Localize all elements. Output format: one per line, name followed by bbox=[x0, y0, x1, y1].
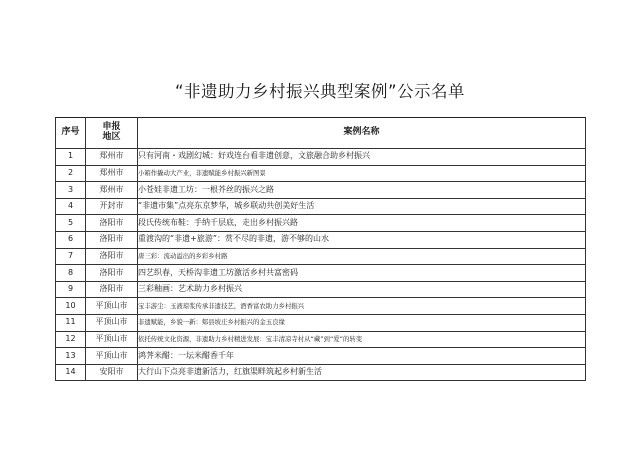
row-serial-number: 13 bbox=[56, 348, 86, 365]
table-row bbox=[56, 149, 586, 166]
row-serial-number: 3 bbox=[56, 182, 86, 199]
row-region: 开封市 bbox=[86, 198, 138, 215]
row-case-name: 三彩釉画：艺术助力乡村振兴 bbox=[138, 281, 586, 298]
row-region: 洛阳市 bbox=[86, 215, 138, 232]
header-region bbox=[86, 118, 138, 149]
row-case-name: 依托传统文化资源，非遗助力乡村精进发展：宝丰清凉寺村从“藏”到“爱”的转变 bbox=[138, 331, 586, 348]
table-header-row bbox=[56, 118, 586, 149]
row-serial-number: 5 bbox=[56, 215, 86, 232]
row-serial-number: 10 bbox=[56, 298, 86, 315]
table-row bbox=[56, 231, 586, 248]
row-serial-number: 12 bbox=[56, 331, 86, 348]
row-region: 平顶山市 bbox=[86, 298, 138, 315]
header-region-line1: 申报 bbox=[102, 122, 121, 133]
row-serial-number: 9 bbox=[56, 281, 86, 298]
row-region: 洛阳市 bbox=[86, 281, 138, 298]
row-case-name: 大行山下点亮非遗新活力，红旗渠畔筑起乡村新生活 bbox=[138, 364, 586, 381]
table-row bbox=[56, 165, 586, 182]
row-case-name: 非遗赋能，乡貌一新：郏县坡庄乡村振兴的金玉良缘 bbox=[138, 314, 586, 331]
row-serial-number: 4 bbox=[56, 198, 86, 215]
row-serial-number: 7 bbox=[56, 248, 86, 265]
row-serial-number: 6 bbox=[56, 231, 86, 248]
row-case-name: 唐三彩：流动溢出的乡彩乡村路 bbox=[138, 248, 586, 265]
row-serial-number: 11 bbox=[56, 314, 86, 331]
row-case-name: 小苍娃非遗工坊：一根芥丝的振兴之路 bbox=[138, 182, 586, 199]
row-region: 郑州市 bbox=[86, 182, 138, 199]
table-row bbox=[56, 364, 586, 381]
row-region: 平顶山市 bbox=[86, 314, 138, 331]
table-row bbox=[56, 348, 586, 365]
table-row bbox=[56, 265, 586, 282]
table-row bbox=[56, 331, 586, 348]
header-case-name: 案例名称 bbox=[138, 118, 586, 149]
row-region: 郑州市 bbox=[86, 149, 138, 166]
row-region: 洛阳市 bbox=[86, 248, 138, 265]
table-row bbox=[56, 314, 586, 331]
table-row bbox=[56, 198, 586, 215]
row-case-name: “非遗市集”点亮东京梦华，城乡联动共创美好生活 bbox=[138, 198, 586, 215]
table-row bbox=[56, 182, 586, 199]
header-serial-number: 序号 bbox=[56, 118, 86, 149]
table-row bbox=[56, 281, 586, 298]
case-list-table bbox=[55, 117, 586, 381]
row-serial-number: 8 bbox=[56, 265, 86, 282]
row-case-name: 四艺织春，天桥沟非遗工坊激活乡村共富密码 bbox=[138, 265, 586, 282]
row-serial-number: 14 bbox=[56, 364, 86, 381]
header-region-line2: 地区 bbox=[102, 132, 121, 142]
row-region: 郑州市 bbox=[86, 165, 138, 182]
row-case-name: 宝丰游尘：玉液琼浆传承非遗技艺，酒香富农助力乡村振兴 bbox=[138, 298, 586, 315]
table-row bbox=[56, 248, 586, 265]
row-case-name: 重渡沟的“非遗+旅游”：赏不尽的非遗，游不够的山水 bbox=[138, 231, 586, 248]
document-title: “非遗助力乡村振兴典型案例”公示名单 bbox=[174, 82, 466, 101]
row-region: 平顶山市 bbox=[86, 331, 138, 348]
row-region: 平顶山市 bbox=[86, 348, 138, 365]
row-serial-number: 2 bbox=[56, 165, 86, 182]
row-case-name: 只有河南・戏剧幻城：好戏连台看非遗创意，文旅融合助乡村振兴 bbox=[138, 149, 586, 166]
table-row bbox=[56, 298, 586, 315]
row-region: 洛阳市 bbox=[86, 265, 138, 282]
row-serial-number: 1 bbox=[56, 149, 86, 166]
row-case-name: 段氏传统布鞋：手纳千层底，走出乡村振兴路 bbox=[138, 215, 586, 232]
row-region: 洛阳市 bbox=[86, 231, 138, 248]
row-case-name: 小箱作撬动大产业，非遗赋能乡村振兴新图景 bbox=[138, 165, 586, 182]
table-row bbox=[56, 215, 586, 232]
row-case-name: 鸿荠米醋：一坛米醋香千年 bbox=[138, 348, 586, 365]
row-region: 安阳市 bbox=[86, 364, 138, 381]
